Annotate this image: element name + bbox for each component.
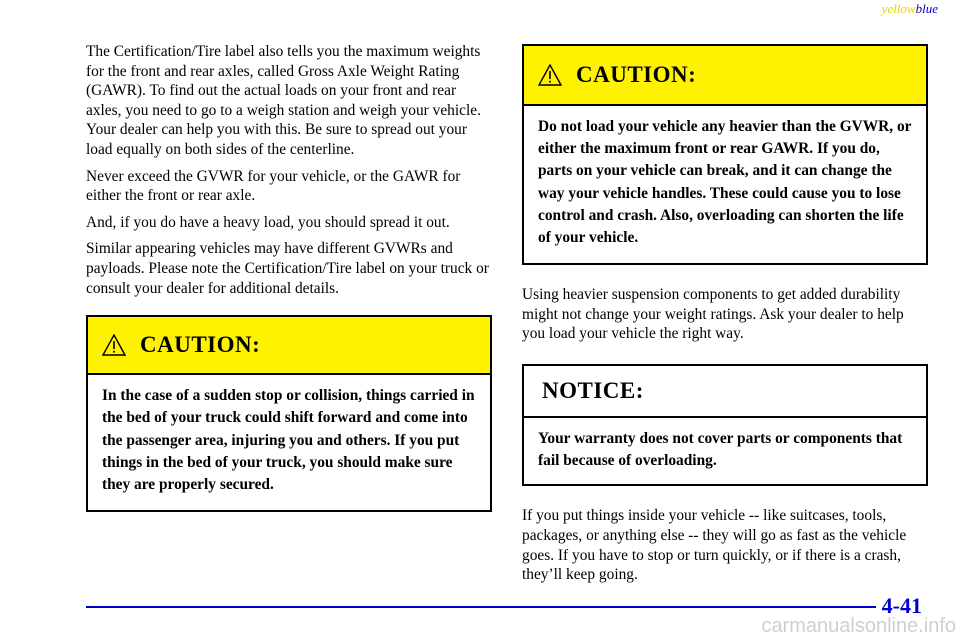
caution-title: CAUTION: [576, 62, 697, 87]
caution-text: In the case of a sudden stop or collision, things carried in the bed of your truck could shift forward and come into the passenger area, injuring you and others. If you put things in the bed of your truck, you should make sure they are properly secured. [102, 387, 475, 493]
notice-text: Your warranty does not cover parts or components that fail because of overloading. [538, 430, 903, 470]
caution-title: CAUTION: [140, 332, 261, 358]
notice-box-warranty [522, 364, 928, 486]
page-number: 4-41 [881, 593, 922, 618]
caution-header [524, 46, 926, 106]
watermark: carmanualsonline.info [761, 615, 956, 637]
paragraph-heavy-load: And, if you do have a heavy load, you should spread it out. [86, 213, 450, 231]
left-column [86, 42, 492, 512]
caution-box-overloading [522, 44, 928, 265]
header-color-tag [882, 1, 938, 17]
header-tag-yellow: yellow [881, 1, 916, 16]
caution-text: Do not load your vehicle any heavier than the GVWR, or either the maximum front or rear GAWR. If you do, parts on your vehicle can break, and it can change the way your vehicle handles. These could cause you to lose control and crash. Also, overloading can shorten the life of your vehicle. [538, 118, 912, 247]
notice-title: NOTICE: [542, 378, 644, 403]
paragraph-never-exceed: Never exceed the GVWR for your vehicle, or the GAWR for either the front or rear axle. [86, 167, 461, 205]
footer-rule [86, 606, 876, 608]
notice-header [524, 366, 926, 418]
paragraph-gawr: The Certification/Tire label also tells you the maximum weights for the front and rear axles, called Gross Axle Weight Rating (GAWR). To find out the actual loads on your front and rear axles, you need to go to a weigh station and weigh your vehicle. Your dealer can help you with this. Be sure to spread out your load equally on both sides of the centerline. [86, 43, 481, 158]
caution-box-truck-bed [86, 315, 492, 512]
right-column [522, 42, 928, 592]
header-tag-blue: blue [915, 1, 938, 16]
warning-triangle-icon [538, 64, 562, 86]
caution-header [88, 317, 490, 375]
paragraph-similar-vehicles: Similar appearing vehicles may have different GVWRs and payloads. Please note the Certification/Tire label on your truck or consult your dealer for additional details. [86, 240, 489, 297]
warning-triangle-icon [102, 334, 126, 356]
paragraph-suspension: Using heavier suspension components to get added durability might not change your weight ratings. Ask your dealer to help you load your vehicle the right way. [522, 286, 904, 343]
paragraph-loose-items: If you put things inside your vehicle -- like suitcases, tools, packages, or anything else -- they will go as fast as the vehicle goes. If you have to stop or turn quickly, or if there is a crash, they’ll keep going. [522, 507, 907, 584]
